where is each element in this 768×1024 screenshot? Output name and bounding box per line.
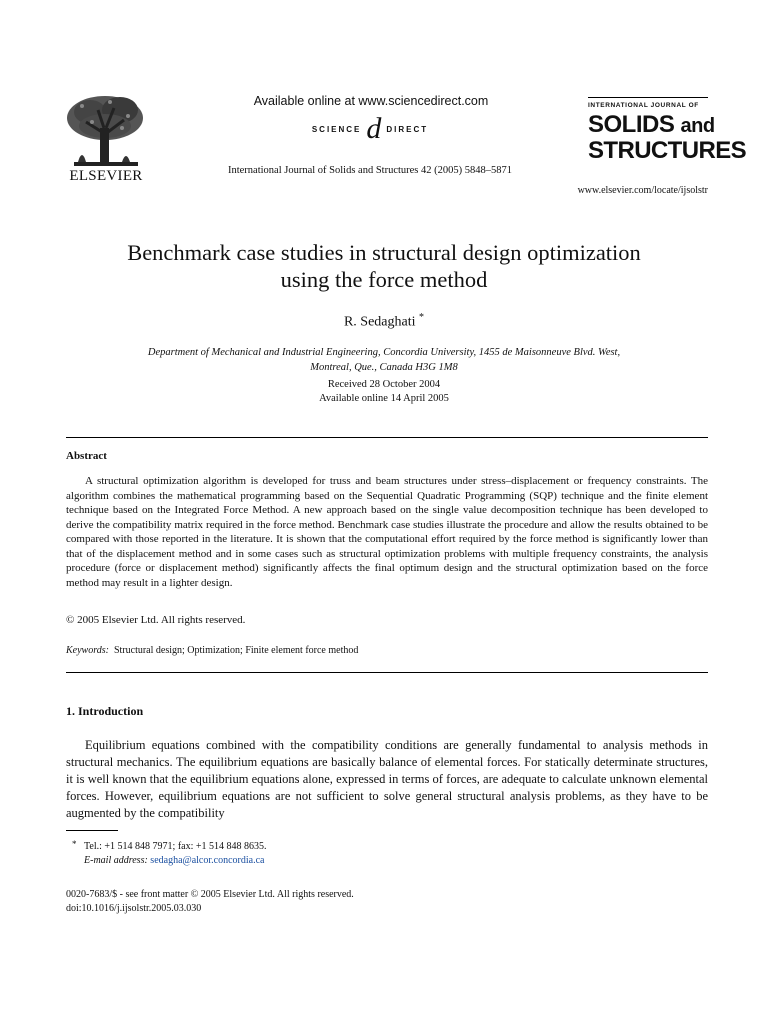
footnote-rule: [66, 830, 118, 831]
affiliation: [100, 345, 668, 375]
introduction-body: [66, 737, 708, 822]
keywords-value: Structural design; Optimization; Finite element force method: [113, 645, 359, 656]
journal-logo-small-text: INTERNATIONAL JOURNAL OF: [588, 102, 699, 109]
sciencedirect-logo-left: SCIENCE: [311, 124, 362, 134]
author-footnote-mark[interactable]: *: [419, 312, 425, 323]
keywords-label: Keywords:: [66, 645, 109, 656]
section-heading-introduction: 1. Introduction: [66, 704, 144, 718]
available-date: Available online 14 April 2005: [319, 393, 449, 404]
journal-reference: International Journal of Solids and Structures 42 (2005) 5848–5871: [227, 165, 513, 176]
publisher-name: ELSEVIER: [69, 168, 143, 184]
doi-line[interactable]: doi:10.1016/j.ijsolstr.2005.03.030: [66, 903, 202, 914]
footnote-email-link[interactable]: sedagha@alcor.concordia.ca: [150, 855, 265, 866]
affiliation-line-2: Montreal, Que., Canada H3G 1M8: [310, 362, 458, 373]
abstract-bottom-rule: [66, 672, 708, 673]
abstract-heading: Abstract: [66, 450, 107, 462]
abstract-top-rule: [66, 437, 708, 438]
journal-logo-rule: [588, 97, 708, 98]
elsevier-tree-logo: [62, 92, 148, 172]
received-date: Received 28 October 2004: [327, 379, 441, 390]
abstract-paragraph: A structural optimization algorithm is developed for truss and beam structures under stress–displacement or frequency constraints. The algorithm combines the mathematical programming based on the Sequential Quadratic Programming (SQP) technique and the finite element technique based on the Integrated Force Method. A new approach based on the single value decomposition technique has been developed to derive the compatibility matrix required in the force method. Benchmark case studies illustrate the procedure and allow the results obtained to be compared with those reported in the literature. It is shown that the computational effort required by the force method is significantly lower than that of the displacement method and in some cases such as structural optimization problems with multiple frequency constraints, the analysis procedure (force or displacement method) significantly affects the final optimum design and the structural optimization based on the force method may result in a lighter design.: [66, 475, 708, 589]
footnote-email-line: [72, 854, 672, 868]
footnote-phone: Tel.: +1 514 848 7971; fax: +1 514 848 8635.: [84, 841, 267, 852]
affiliation-line-1: Department of Mechanical and Industrial Engineering, Concordia University, 1455 de Maisonneuve Blvd. West,: [147, 347, 621, 358]
title-line-2: using the force method: [280, 267, 488, 292]
keywords: [66, 645, 358, 656]
sciencedirect-logo-right: DIRECT: [386, 124, 429, 134]
issn-line: 0020-7683/$ - see front matter © 2005 Elsevier Ltd. All rights reserved.: [66, 889, 354, 900]
introduction-paragraph: Equilibrium equations combined with the compatibility conditions are generally fundamental to analysis methods in structural mechanics. The equilibrium equations are basically balance of elemental forces. For statically determinate structures, it is well known that the equilibrium equations alone, expressed in terms of forces, are adequate to calculate unknown elemental forces. However, equilibrium equations are not sufficient to solve general structural analysis problems, as they have to be augmented by the compatibility: [66, 738, 708, 820]
available-online-line: Available online at www.sciencedirect.com: [253, 94, 489, 108]
title-line-1: Benchmark case studies in structural design optimization: [127, 240, 641, 265]
front-matter: [66, 888, 566, 916]
sciencedirect-logo: [290, 114, 450, 144]
article-title: [64, 239, 704, 293]
journal-logo-line1: SOLIDS and: [588, 111, 715, 138]
footnote-mark: *: [72, 839, 77, 849]
abstract-copyright: © 2005 Elsevier Ltd. All rights reserved.: [66, 614, 246, 626]
author-footnote: [72, 840, 672, 868]
footnote-email-label: E-mail address:: [84, 855, 148, 866]
sciencedirect-d-icon: d: [366, 112, 382, 145]
author-line: [64, 312, 704, 331]
journal-logo-line2: STRUCTURES: [588, 137, 747, 164]
article-dates: [200, 378, 568, 406]
abstract-body: [66, 474, 708, 590]
journal-url[interactable]: www.elsevier.com/locate/ijsolstr: [577, 185, 708, 196]
author-name: R. Sedaghati: [343, 314, 416, 330]
